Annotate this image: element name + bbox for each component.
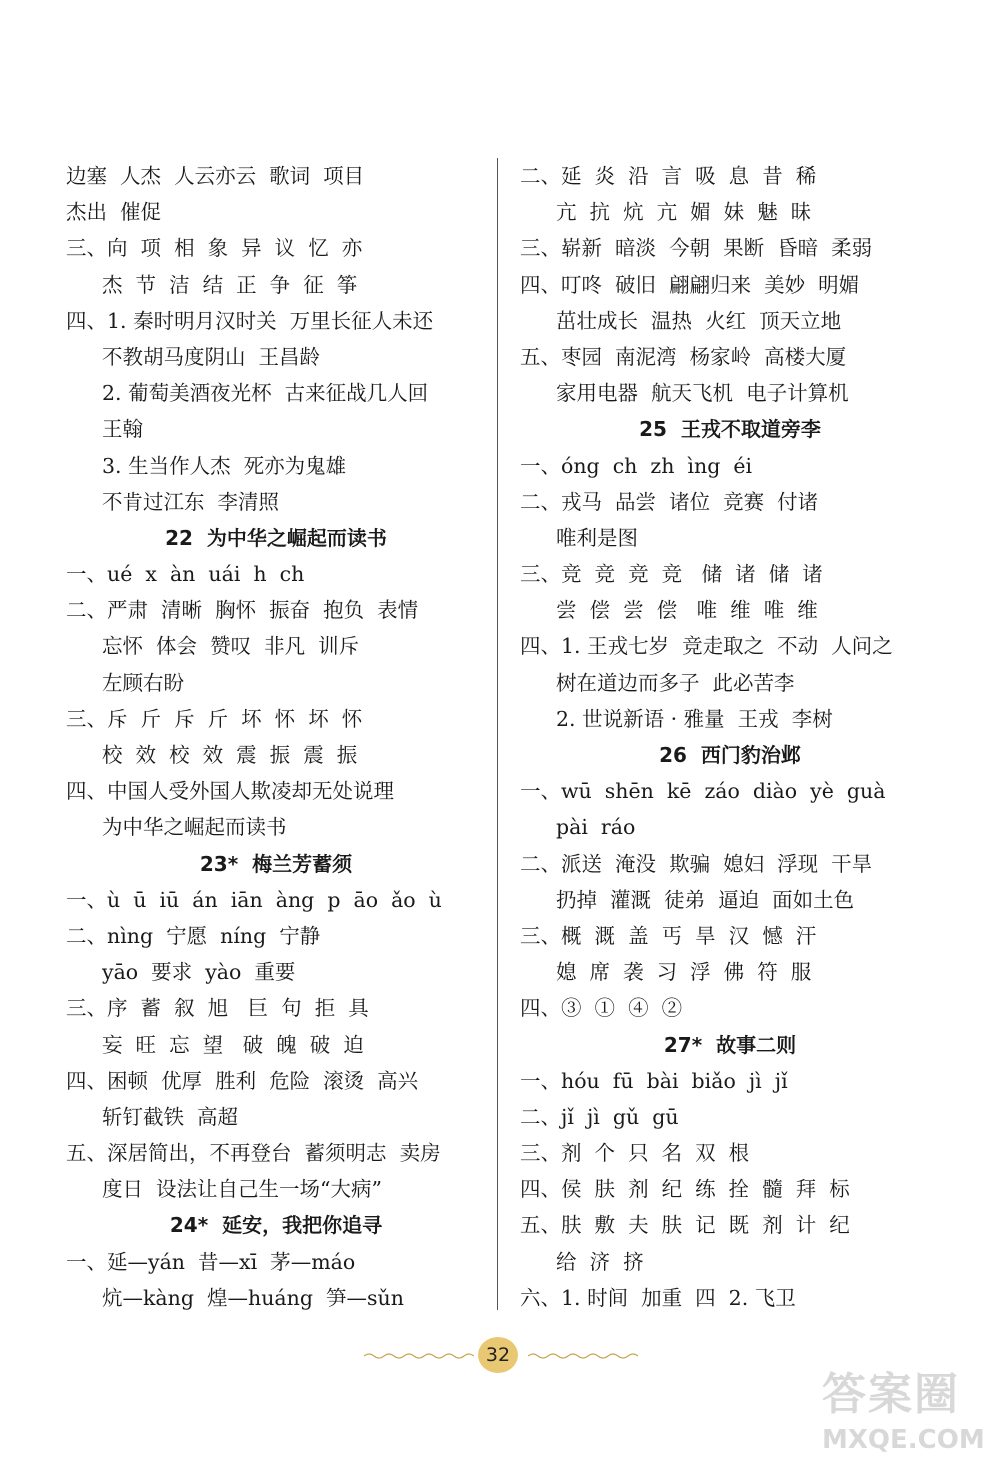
right-answer-column: [520, 158, 940, 1316]
lesson-title: 25 王戎不取道旁李: [639, 417, 821, 442]
wave-ornament-icon: [364, 1352, 474, 1360]
answer-line: 为中华之崛起而读书: [102, 815, 287, 840]
answer-line: 炕—kàng 煌—huáng 笋—sǔn: [102, 1285, 404, 1310]
answer-line: 给 济 挤: [556, 1249, 644, 1274]
watermark: [822, 1365, 992, 1465]
page-number: 32: [478, 1337, 518, 1373]
answer-line: 扔掉 灌溉 徒弟 逼迫 面如土色: [556, 887, 855, 912]
answer-line: 三、崭新 暗淡 今朝 果断 昏暗 柔弱: [520, 236, 873, 261]
lesson-title: 27* 故事二则: [663, 1032, 797, 1057]
answer-line: 杰 节 洁 结 正 争 征 筝: [102, 272, 358, 297]
answer-line: 五、枣园 南泥湾 杨家岭 高楼大厦: [520, 344, 847, 369]
answer-line: 一、ué x àn uái h ch: [66, 562, 305, 587]
answer-line: 一、ù ū iū án iān àng p āo ǎo ù: [66, 887, 442, 912]
watermark-url: MXQE.COM: [822, 1425, 985, 1455]
wave-ornament-icon: [528, 1352, 638, 1360]
answer-line: 茁壮成长 温热 火红 顶天立地: [556, 308, 842, 333]
answer-line: 四、侯 肤 剂 纪 练 拴 髓 拜 标: [520, 1177, 850, 1202]
lesson-title: 24* 延安，我把你追寻: [169, 1213, 383, 1238]
answer-line: 二、nìng 宁愿 níng 宁静: [66, 923, 321, 948]
answer-line: 四、③ ① ④ ②: [520, 996, 683, 1021]
answer-line: 二、派送 淹没 欺骗 媳妇 浮现 干旱: [520, 851, 873, 876]
answer-line: 度日 设法让自己生一场“大病”: [102, 1177, 382, 1202]
answer-line: 亢 抗 炕 亢 媚 妹 魅 昧: [556, 200, 812, 225]
answer-line: 树在道边而多子 此必苦李: [556, 670, 795, 695]
lesson-title: 23* 梅兰芳蓄须: [199, 851, 353, 876]
answer-line: 媳 席 袭 习 浮 佛 符 服: [556, 960, 812, 985]
answer-line: 二、戎马 品尝 诸位 竞赛 付诸: [520, 489, 819, 514]
answer-line: 一、hóu fū bài biǎo jì jǐ: [520, 1068, 788, 1093]
answer-line: 不教胡马度阴山 王昌龄: [102, 344, 321, 369]
answer-line: 二、严肃 清晰 胸怀 振奋 抱负 表情: [66, 598, 419, 623]
answer-line: 唯利是图: [556, 525, 638, 550]
answer-line: 一、óng ch zh ìng éi: [520, 453, 753, 478]
answer-line: 五、肤 敷 夫 肤 记 既 剂 计 纪: [520, 1213, 850, 1238]
answer-line: 左顾右盼: [102, 670, 184, 695]
answer-line: 二、jǐ jì gǔ gū: [520, 1104, 679, 1129]
answer-line: 尝 偿 尝 偿 唯 维 唯 维: [556, 598, 818, 623]
answer-line: 校 效 校 效 震 振 震 振: [102, 743, 358, 767]
lesson-title: 26 西门豹治邺: [659, 743, 801, 767]
answer-line: 四、叮咚 破旧 翩翩归来 美妙 明媚: [520, 272, 860, 297]
answer-line: 忘怀 体会 赞叹 非凡 训斥: [102, 634, 360, 659]
answer-line: 三、剂 个 只 名 双 根: [520, 1141, 750, 1166]
answer-line: 二、延 炎 沿 言 吸 息 昔 稀: [520, 164, 817, 188]
answer-line: 边塞 人杰 人云亦云 歌词 项目: [66, 164, 365, 188]
answer-line: 斩钉截铁 高超: [102, 1104, 239, 1129]
answer-line: 四、困顿 优厚 胜利 危险 滚烫 高兴: [66, 1068, 419, 1093]
answer-line: 三、概 溉 盖 丐 旱 汉 憾 汗: [520, 923, 817, 948]
answer-line: 四、中国人受外国人欺凌却无处说理: [66, 779, 394, 804]
column-divider: [497, 158, 498, 1310]
answer-line: 六、1. 时间 加重 四 2. 飞卫: [520, 1285, 796, 1310]
answer-line: 杰出 催促: [66, 200, 162, 225]
answer-line: 五、深居简出，不再登台 蓄须明志 卖房: [66, 1141, 441, 1166]
answer-line: 3. 生当作人杰 死亦为鬼雄: [102, 453, 347, 478]
answer-line: 三、竞 竞 竞 竞 储 诸 储 诸: [520, 562, 823, 587]
answer-line: 一、wū shēn kē záo diào yè guà: [520, 779, 886, 804]
answer-line: 妄 旺 忘 望 破 魄 破 迫: [102, 1032, 364, 1057]
answer-line: 王翰: [102, 417, 143, 442]
lesson-title: 22 为中华之崛起而读书: [165, 525, 387, 550]
answer-line: 三、序 蓄 叙 旭 巨 句 拒 具: [66, 996, 369, 1021]
answer-line: 三、向 项 相 象 异 议 忆 亦: [66, 236, 363, 261]
answer-line: 四、1. 秦时明月汉时关 万里长征人未还: [66, 308, 434, 333]
answer-line: 2. 葡萄美酒夜光杯 古来征战几人回: [102, 381, 429, 406]
watermark-text: 答案圈: [822, 1369, 960, 1420]
answer-line: 不肯过江东 李清照: [102, 489, 280, 514]
answer-line: 四、1. 王戎七岁 竞走取之 不动 人问之: [520, 634, 893, 659]
answer-line: 家用电器 航天飞机 电子计算机: [556, 381, 849, 406]
left-answer-column: [66, 158, 486, 1316]
answer-line: 三、斥 斤 斥 斤 坏 怀 坏 怀: [66, 706, 363, 731]
answer-line: 2. 世说新语 · 雅量 王戎 李树: [556, 706, 833, 731]
answer-line: pài ráo: [556, 815, 636, 840]
answer-line: 一、延—yán 昔—xī 茅—máo: [66, 1249, 356, 1274]
answer-line: yāo 要求 yào 重要: [102, 960, 296, 985]
